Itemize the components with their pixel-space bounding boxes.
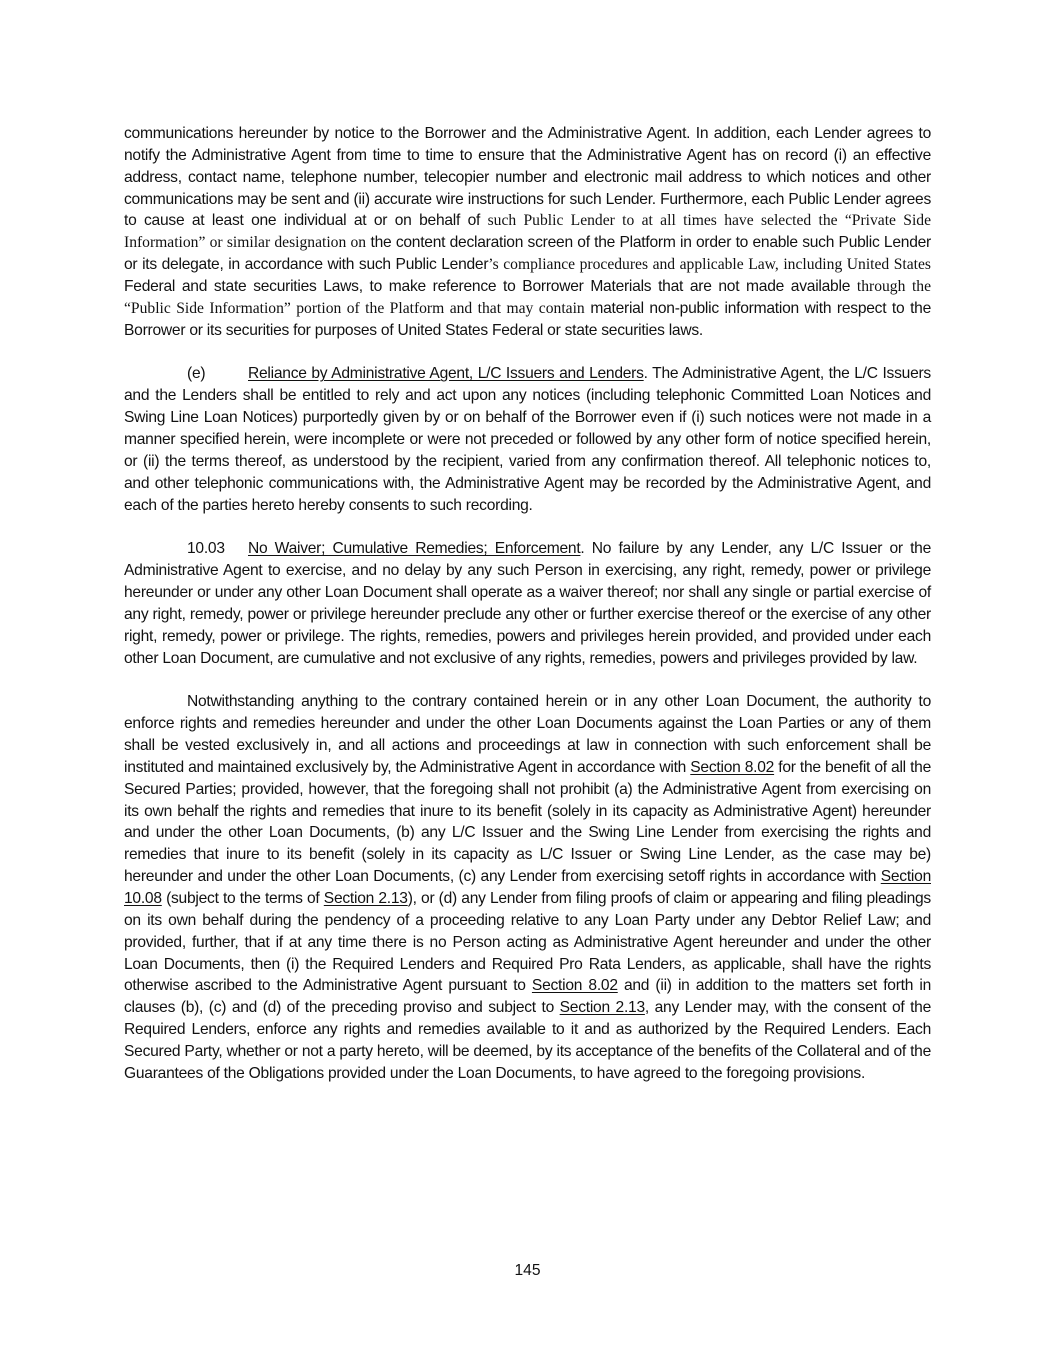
section-reference: Section 8.02 — [690, 758, 775, 776]
text-run: ), or (d) any Lender from filing proofs of claim or appearing and filing pleadings on its own behalf during the pendency of a proceeding relative to any Loan Party under any Debtor Relief Law; and provided, further, that if at any time there is no Person acting as Administrative Agent hereunder and under the other Loan Documents, then (i) the Required Lenders and Required Pro Rata Lenders, as applicable, shall have the rights otherwise ascribed to the Administrative Agent pursuant to — [124, 890, 931, 995]
text-run: Federal and state securities Laws, to make reference to Borrower Materials that are not made available — [124, 277, 857, 295]
text-run: and (ii) in addition to the matters set forth in clauses (b), (c) and (d) of the preceding proviso and subject to — [124, 977, 931, 1017]
text-run: communications hereunder by notice to the Borrower and the Administrative Agent. In addition, each Lender agrees to notify the Administrative Agent from time to time to ensure that the Administrative Agent has on record (i) an effective address, contact name, telephone number, telecopier number and electronic mail address to which notices and other communications may be sent and (ii) accurate wire instructions for such Lender. Furthermore, each Public Lender agrees to cause at least one individual at or on behalf of — [124, 125, 931, 230]
section-number: 10.03 — [187, 540, 225, 558]
section-10-03 — [124, 538, 931, 669]
text-run: (subject to the terms of — [161, 890, 324, 907]
clause-text: . The Administrative Agent, the L/C Issuers and the Lenders shall be entitled to rely and act upon any notices (including telephonic Committed Loan Notices and Swing Line Loan Notices) purportedly given by or on behalf of the Borrower even if (i) such notices were not made in a manner specified herein, were incomplete or were not preceded or followed by any other form of notice specified herein, or (ii) the terms thereof, as understood by the recipient, varied from any confirmation thereof. All telephonic notices to, and other telephonic communications with, the Administrative Agent may be recorded by the Administrative Agent, and each of the parties hereto hereby consents to such recording. — [124, 365, 931, 514]
text-run: for the benefit of all the Secured Parties; provided, however, that the foregoing shall not prohibit (a) the Administrative Agent from exercising on its own behalf the rights and remedies that inure to its benefit (solely in its capacity as Administrative Agent) hereunder and under the other Loan Documents, (b) any L/C Issuer and the Swing Line Lender from exercising the rights and remedies that inure to its benefit (solely in its capacity as L/C Issuer or Swing Line Lender, as the case may be) hereunder and under the other Loan Documents, (c) any Lender from exercising setoff rights in accordance with — [124, 758, 931, 886]
paragraph-notwithstanding — [124, 691, 931, 1084]
document-body — [124, 123, 931, 1107]
section-heading: No Waiver; Cumulative Remedies; Enforcement — [248, 540, 581, 558]
paragraph-reliance — [124, 363, 931, 516]
section-reference: Section 8.02 — [531, 977, 618, 995]
page-number: 145 — [514, 1262, 541, 1279]
text-run: material non-public information with respect to the Borrower or its securities for purposes of United States Federal or state securities laws. — [124, 299, 931, 339]
section-reference: Section 2.13 — [323, 890, 408, 907]
clause-number: (e) — [187, 365, 206, 383]
section-reference: Section 2.13 — [559, 999, 645, 1017]
section-reference: Section 10.08 — [124, 868, 931, 907]
text-run: such Public Lender to at all times have selected the “Private Side Information” or similar designation on — [124, 212, 931, 252]
text-run: ’s compliance procedures and applicable Law, including United States — [488, 256, 931, 274]
section-text: . No failure by any Lender, any L/C Issuer or the Administrative Agent to exercise, and no delay by any such Person in exercising, any right, remedy, power or privilege hereunder or under any other Loan Document shall operate as a waiver thereof; nor shall any single or partial exercise of any right, remedy, power or privilege hereunder preclude any other or further exercise thereof or the exercise of any other right, remedy, power or privilege. The rights, remedies, powers and privileges herein provided, and provided under each other Loan Document, are cumulative and not exclusive of any rights, remedies, powers and privileges provided by law. — [124, 540, 931, 667]
text-run: , any Lender may, with the consent of the Required Lenders, enforce any rights and remedies available to it and as authorized by the Required Lenders. Each Secured Party, whether or not a party hereto, will be deemed, by its acceptance of the benefits of the Collateral and of the Guarantees of the Obligations provided under the Loan Documents, to have agreed to the foregoing provisions. — [124, 999, 932, 1082]
clause-heading: Reliance by Administrative Agent, L/C Issuers and Lenders — [248, 365, 644, 383]
text-run: through the “Public Side Information” portion of the Platform and that may contain — [124, 277, 932, 317]
text-run: the content declaration screen of the Platform in order to enable such Public Lender or its delegate, in accordance with such Public Lender — [124, 234, 931, 274]
text-run: Notwithstanding anything to the contrary contained herein or in any other Loan Document, the authority to enforce rights and remedies hereunder and under the other Loan Documents against the Loan Parties or any of them shall be vested exclusively in, and all actions and proceedings at law in connection with such enforcement shall be instituted and maintained exclusively by, the Administrative Agent in accordance with — [124, 693, 931, 776]
paragraph-notices-continued — [124, 123, 931, 341]
